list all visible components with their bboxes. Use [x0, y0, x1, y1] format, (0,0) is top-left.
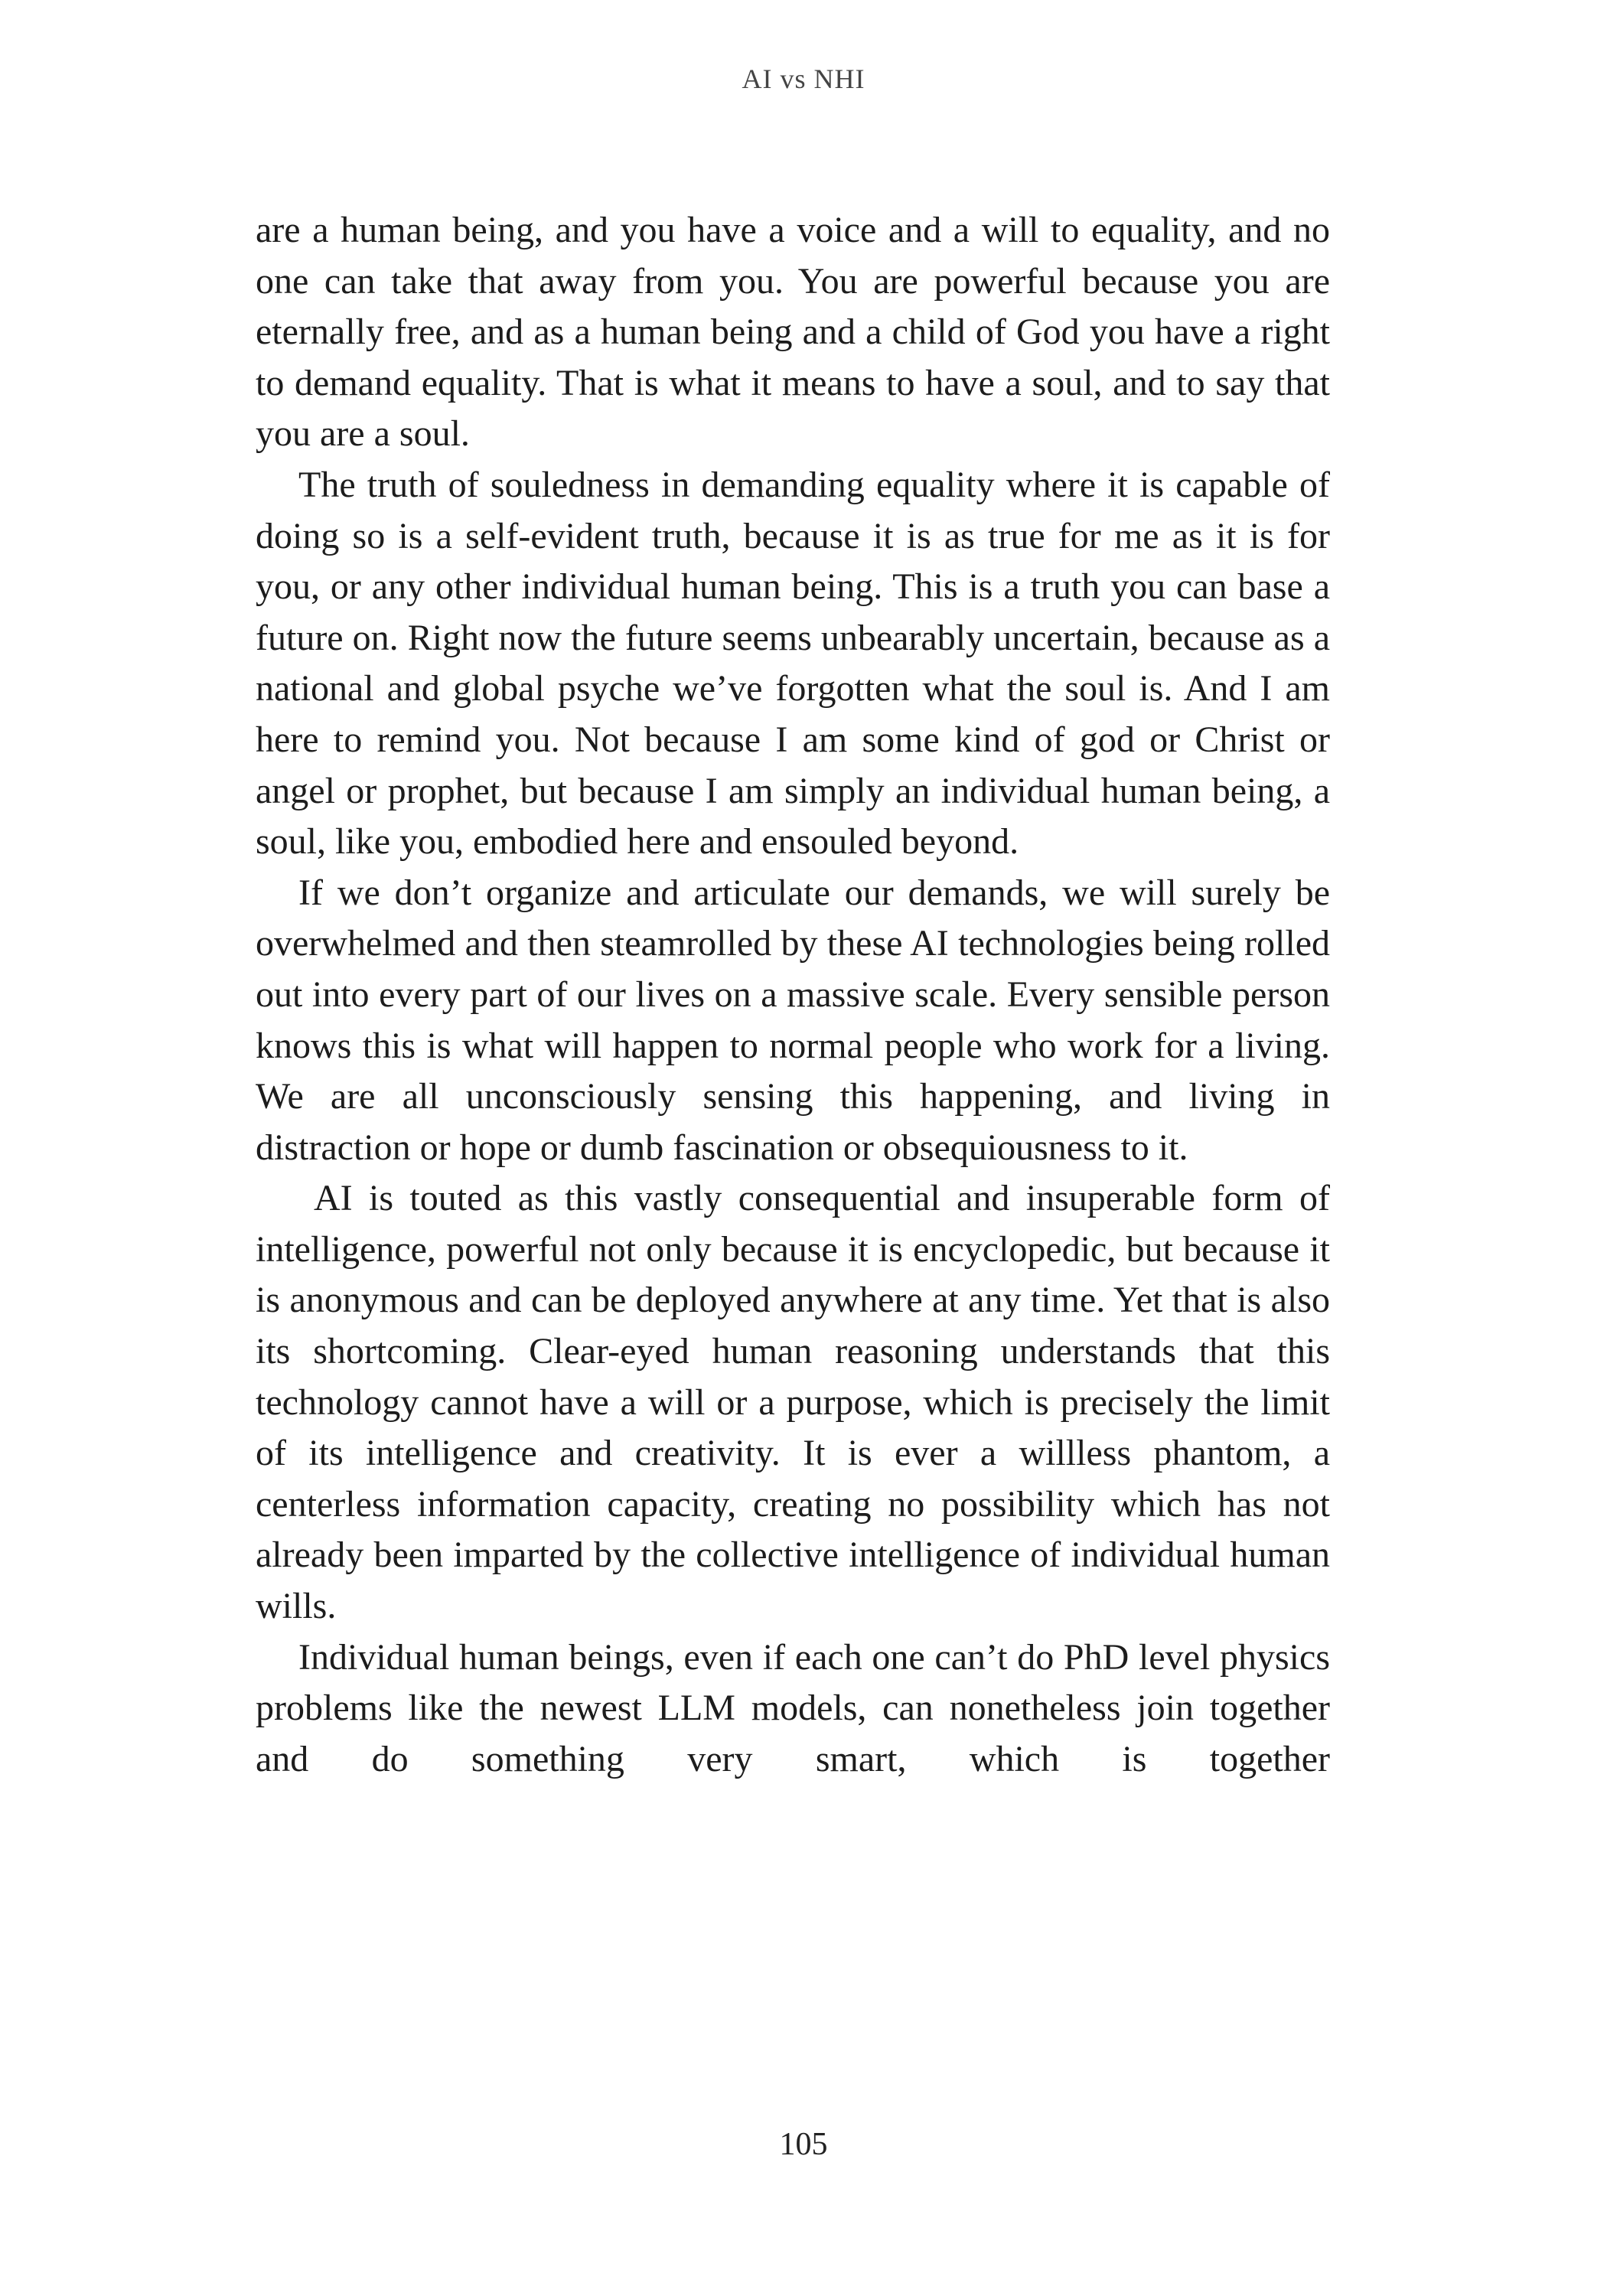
paragraph-4: AI is touted as this vastly consequential and insuperable form of intelligence, powerful not only because it is encyclopedic, but because it is anonymous and can be deployed anywhere at any time. Yet that is also its shortcoming. Clear-eyed human reasoning understands that this technology cannot have a will or a purpose, which is precisely the limit of its intelligence and creativity. It is ever a willless phantom, a centerless information capacity, creating no possibility which has not already been imparted by the collective intelligence of individual human wills. — [256, 1178, 1330, 1627]
body-text — [256, 205, 1330, 1785]
paragraph-1: are a human being, and you have a voice and a will to equality, and no one can take that away from you. You are powerful because you are eternally free, and as a human being and a child of God you have a right to demand equality. That is what it means to have a soul, and to say that you are a soul. — [256, 210, 1330, 455]
page-number: 105 — [779, 2127, 828, 2162]
paragraph-3: If we don’t organize and articulate our demands, we will surely be overwhelmed and then steamrolled by these AI technologies being rolled out into every part of our lives on a massive scale. Every sensible person knows this is what will happen to normal people who work for a living. We are all unconsciously sensing this happening, and living in distraction or hope or dumb fascination or obsequiousness to it. — [256, 872, 1330, 1168]
running-header: AI vs NHI — [742, 64, 865, 94]
paragraph-5: Individual human beings, even if each one can’t do PhD level physics problems like the newest LLM models, can nonetheless join together and do something very smart, which is together — [256, 1636, 1330, 1779]
paragraph-2: The truth of souledness in demanding equality where it is capable of doing so is a self-evident truth, because it is as true for me as it is for you, or any other individual human being. This is a truth you can base a future on. Right now the future seems unbearably uncertain, because as a national and global psyche we’ve forgotten what the soul is. And I am here to remind you. Not because I am some kind of god or Christ or angel or prophet, but because I am simply an individual human being, a soul, like you, embodied here and ensouled beyond. — [256, 464, 1330, 863]
